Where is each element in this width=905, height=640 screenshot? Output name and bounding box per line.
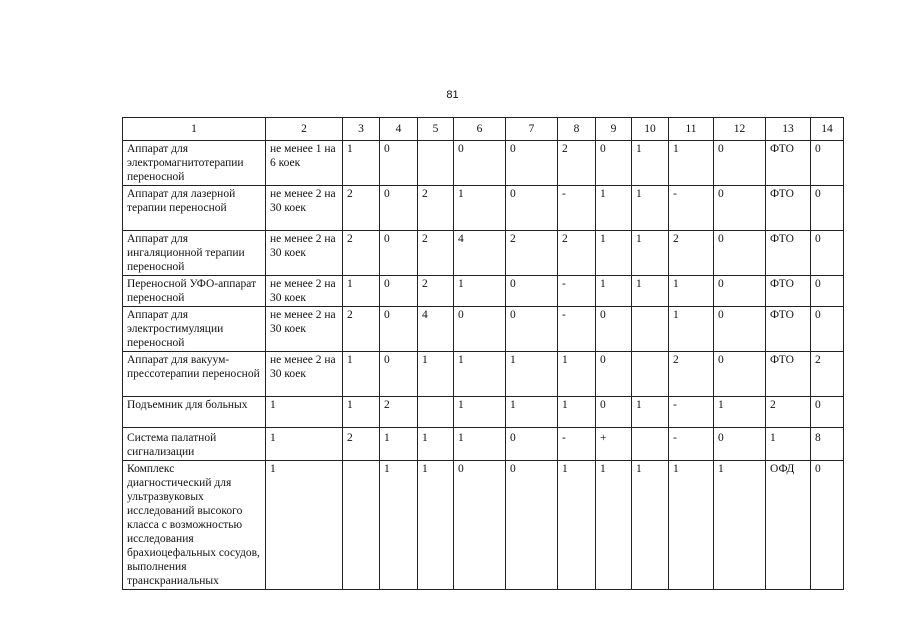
table-cell: [632, 307, 669, 352]
header-row: [123, 118, 844, 141]
column-header: 7: [506, 118, 558, 141]
table-row: [123, 428, 844, 461]
table-cell: 0: [506, 186, 558, 231]
column-header: 14: [811, 118, 844, 141]
department-cell: ФТО: [766, 231, 811, 276]
table-cell: 1: [343, 352, 380, 397]
column-header: 10: [632, 118, 669, 141]
equipment-name-cell: Комплекс диагностический для ультразвуковых исследований высокого класса с возможностью исследования брахиоцефальных сосудов, выполнения транскраниальных: [123, 461, 266, 590]
table-cell: 2: [811, 352, 844, 397]
table-cell: 2: [669, 352, 714, 397]
table-cell: 0: [596, 141, 632, 186]
table-cell: 2: [506, 231, 558, 276]
table-cell: 0: [811, 276, 844, 307]
department-cell: ФТО: [766, 276, 811, 307]
table-cell: 1: [596, 461, 632, 590]
table-cell: 0: [811, 461, 844, 590]
equipment-name-cell: Аппарат для ингаляционной терапии переносной: [123, 231, 266, 276]
table-cell: 2: [343, 307, 380, 352]
table-cell: 1: [454, 186, 506, 231]
table-cell: +: [596, 428, 632, 461]
table-cell: 0: [380, 276, 418, 307]
table-cell: 2: [558, 141, 596, 186]
table-cell: 1: [454, 276, 506, 307]
table-cell: 2: [343, 186, 380, 231]
table-cell: -: [558, 307, 596, 352]
column-header: 4: [380, 118, 418, 141]
table-cell: 1: [669, 307, 714, 352]
table-cell: 1: [558, 397, 596, 428]
table-cell: 1: [454, 428, 506, 461]
table-cell: 1: [506, 397, 558, 428]
table-row: [123, 307, 844, 352]
table-cell: [343, 461, 380, 590]
table-cell: [418, 141, 454, 186]
table-cell: 1: [343, 397, 380, 428]
table-cell: -: [558, 428, 596, 461]
table-cell: 1: [632, 276, 669, 307]
table-cell: 0: [811, 397, 844, 428]
table-cell: 1: [632, 186, 669, 231]
table-cell: 0: [506, 141, 558, 186]
table-cell: -: [669, 428, 714, 461]
table-row: [123, 397, 844, 428]
table-cell: 0: [506, 428, 558, 461]
table-cell: 1: [766, 428, 811, 461]
table-cell: 1: [418, 428, 454, 461]
table-cell: 2: [418, 276, 454, 307]
department-cell: ФТО: [766, 186, 811, 231]
table-cell: 4: [454, 231, 506, 276]
table-cell: [418, 397, 454, 428]
table-cell: 1: [418, 352, 454, 397]
department-cell: ФТО: [766, 307, 811, 352]
table-cell: 0: [596, 397, 632, 428]
table-cell: 0: [506, 276, 558, 307]
table-cell: 2: [558, 231, 596, 276]
table-cell: 1: [632, 397, 669, 428]
table-cell: 1: [454, 352, 506, 397]
quantity-cell: 1: [266, 428, 343, 461]
table-row: [123, 141, 844, 186]
table-cell: 0: [714, 141, 766, 186]
quantity-cell: 1: [266, 461, 343, 590]
column-header: 8: [558, 118, 596, 141]
quantity-cell: 1: [266, 397, 343, 428]
table-cell: [632, 428, 669, 461]
table-cell: 2: [343, 428, 380, 461]
table-cell: 1: [343, 276, 380, 307]
table-cell: 0: [811, 307, 844, 352]
quantity-cell: не менее 2 на 30 коек: [266, 352, 343, 397]
table-cell: 0: [454, 307, 506, 352]
table-cell: 0: [506, 307, 558, 352]
column-header: 2: [266, 118, 343, 141]
table-cell: 1: [558, 352, 596, 397]
table-cell: 0: [380, 352, 418, 397]
table-cell: 1: [669, 276, 714, 307]
table-cell: 8: [811, 428, 844, 461]
equipment-name-cell: Аппарат для лазерной терапии переносной: [123, 186, 266, 231]
quantity-cell: не менее 2 на 30 коек: [266, 231, 343, 276]
column-header: 6: [454, 118, 506, 141]
table-cell: 0: [506, 461, 558, 590]
table-cell: 1: [632, 231, 669, 276]
equipment-name-cell: Аппарат для электромагнитотерапии переносной: [123, 141, 266, 186]
quantity-cell: не менее 2 на 30 коек: [266, 186, 343, 231]
table-cell: 2: [343, 231, 380, 276]
department-cell: ОФД: [766, 461, 811, 590]
table-cell: 2: [418, 231, 454, 276]
table-cell: 0: [380, 141, 418, 186]
equipment-table: [122, 117, 844, 590]
table-row: [123, 231, 844, 276]
table-cell: 0: [811, 186, 844, 231]
equipment-name-cell: Переносной УФО-аппарат переносной: [123, 276, 266, 307]
table-cell: 0: [714, 428, 766, 461]
table-cell: 0: [714, 186, 766, 231]
equipment-name-cell: Аппарат для электростимуляции переносной: [123, 307, 266, 352]
column-header: 3: [343, 118, 380, 141]
table-cell: -: [558, 186, 596, 231]
page-number: 81: [446, 89, 459, 101]
table-cell: 2: [766, 397, 811, 428]
table-cell: -: [558, 276, 596, 307]
table-cell: 0: [714, 352, 766, 397]
department-cell: ФТО: [766, 352, 811, 397]
department-cell: ФТО: [766, 141, 811, 186]
quantity-cell: не менее 2 на 30 коек: [266, 276, 343, 307]
table-cell: 0: [714, 231, 766, 276]
table-cell: 2: [380, 397, 418, 428]
equipment-name-cell: Подъемник для больных: [123, 397, 266, 428]
table-cell: 1: [380, 428, 418, 461]
table-row: [123, 276, 844, 307]
column-header: 5: [418, 118, 454, 141]
table-row: [123, 461, 844, 590]
column-header: 1: [123, 118, 266, 141]
table-cell: 0: [380, 186, 418, 231]
table-row: [123, 352, 844, 397]
table-cell: 1: [596, 276, 632, 307]
table-cell: -: [669, 397, 714, 428]
table-cell: 1: [632, 141, 669, 186]
column-header: 11: [669, 118, 714, 141]
table-cell: 1: [596, 186, 632, 231]
table-cell: 1: [343, 141, 380, 186]
column-header: 12: [714, 118, 766, 141]
equipment-name-cell: Аппарат для вакуум-прессотерапии переносной: [123, 352, 266, 397]
column-header: 9: [596, 118, 632, 141]
table-cell: 1: [558, 461, 596, 590]
table-cell: 1: [669, 141, 714, 186]
table-cell: 0: [811, 231, 844, 276]
quantity-cell: не менее 2 на 30 коек: [266, 307, 343, 352]
table-cell: -: [669, 186, 714, 231]
table-cell: 0: [380, 231, 418, 276]
equipment-name-cell: Система палатной сигнализации: [123, 428, 266, 461]
table-cell: 0: [811, 141, 844, 186]
table-cell: 1: [596, 231, 632, 276]
table-row: [123, 186, 844, 231]
quantity-cell: не менее 1 на 6 коек: [266, 141, 343, 186]
table-cell: 0: [714, 276, 766, 307]
table-cell: 1: [418, 461, 454, 590]
table-cell: 0: [596, 307, 632, 352]
table-cell: 1: [714, 461, 766, 590]
table-cell: 0: [596, 352, 632, 397]
table-cell: [632, 352, 669, 397]
table-cell: 1: [632, 461, 669, 590]
table-cell: 0: [380, 307, 418, 352]
table-cell: 4: [418, 307, 454, 352]
table-cell: 1: [454, 397, 506, 428]
table-cell: 0: [454, 461, 506, 590]
table-cell: 1: [714, 397, 766, 428]
table-cell: 1: [506, 352, 558, 397]
table-cell: 2: [418, 186, 454, 231]
table-cell: 0: [714, 307, 766, 352]
table-cell: 0: [454, 141, 506, 186]
table-cell: 2: [669, 231, 714, 276]
table-cell: 1: [380, 461, 418, 590]
table-cell: 1: [669, 461, 714, 590]
column-header: 13: [766, 118, 811, 141]
